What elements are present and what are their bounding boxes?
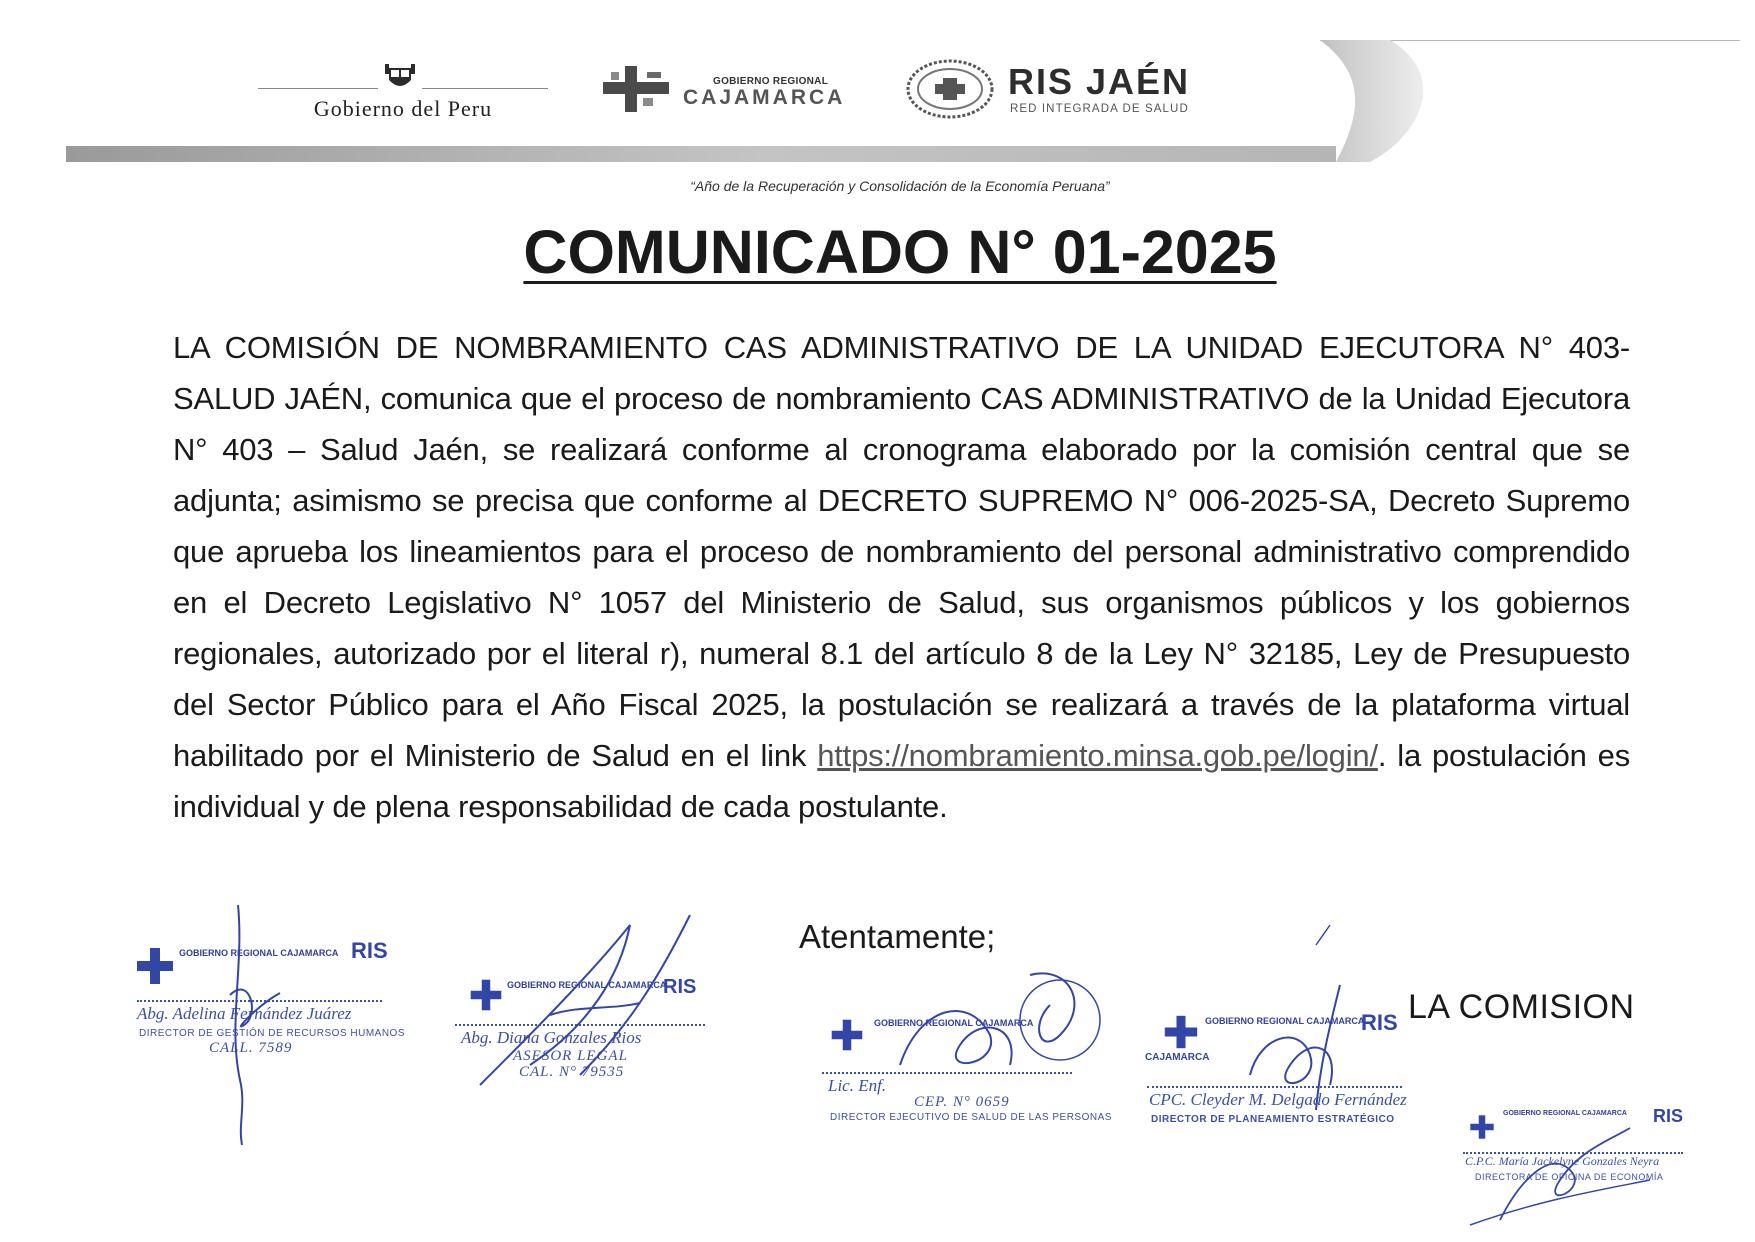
body-text-end: . la postulación es individual y de plena responsabilidad de cada postulante.	[173, 738, 1630, 824]
handwritten-signature-5	[1460, 1120, 1660, 1230]
cajamarca-cross-stamp-icon	[830, 1018, 864, 1052]
signatory-name: C.P.C. María Jackelyne Gonzales Neyra	[1465, 1154, 1660, 1168]
header-bar	[66, 146, 1336, 162]
signatory-name: Abg. Diana Gonzales Rios	[461, 1028, 642, 1047]
handwritten-signature-3	[880, 965, 1110, 1115]
closing-salutation: Atentamente;	[799, 918, 996, 955]
peru-logo-rule-right	[422, 88, 548, 89]
signatory-role: DIRECTOR DE GESTIÓN DE RECURSOS HUMANOS	[139, 1028, 406, 1039]
handwritten-signature-2	[470, 915, 700, 1095]
peru-logo-text: Gobierno del Peru	[313, 96, 493, 121]
peru-coat-of-arms-icon	[383, 64, 417, 92]
cajamarca-logo-small-text: GOBIERNO REGIONAL	[713, 76, 829, 87]
ris-stamp-mark: RIS	[1361, 1010, 1398, 1035]
signatory-name: Abg. Adelina Fernández Juárez	[137, 1004, 352, 1023]
stamp-org-text: GOBIERNO REGIONAL CAJAMARCA	[507, 980, 667, 990]
stamp-org-text: GOBIERNO REGIONAL CAJAMARCA	[1205, 1016, 1365, 1026]
signatory-name: Lic. Enf.	[828, 1076, 887, 1095]
peru-logo-rule-left	[258, 88, 378, 89]
signatory-name: CPC. Cleyder M. Delgado Fernández	[1149, 1090, 1407, 1109]
signatory-registration: CEP. N° 0659	[914, 1094, 1010, 1110]
ris-seal-icon	[905, 58, 995, 120]
cajamarca-cross-stamp-icon	[1163, 1014, 1199, 1050]
handwritten-signature-1	[210, 905, 300, 1145]
signatory-role: ASESOR LEGAL	[513, 1048, 628, 1064]
commission-label: LA COMISION	[1408, 988, 1635, 1026]
application-link[interactable]: https://nombramiento.minsa.gob.pe/login/	[817, 738, 1378, 773]
ris-stamp-mark: RIS	[1653, 1106, 1684, 1126]
stamp-org-text: GOBIERNO REGIONAL CAJAMARCA	[874, 1018, 1034, 1028]
cajamarca-logo-text: CAJAMARCA	[683, 86, 846, 109]
document-title	[200, 218, 1600, 286]
cajamarca-cross-logo-icon	[603, 66, 669, 112]
document-title-text: COMUNICADO N° 01-2025	[523, 218, 1277, 286]
signatory-role: DIRECTOR EJECUTIVO DE SALUD DE LAS PERSONAS	[830, 1112, 1112, 1123]
stamp-org-text: GOBIERNO REGIONAL CAJAMARCA	[1503, 1110, 1627, 1117]
signatory-role: DIRECTORA DE OFICINA DE ECONOMÍA	[1475, 1172, 1664, 1182]
stamp-org-text: GOBIERNO REGIONAL CAJAMARCA	[179, 948, 339, 958]
cajamarca-cross-stamp-icon	[135, 946, 175, 986]
signatory-role: DIRECTOR DE PLANEAMIENTO ESTRATÉGICO	[1151, 1114, 1395, 1125]
ris-logo-text: RIS JAÉN	[1008, 61, 1191, 102]
communique-body	[173, 322, 1630, 832]
ris-logo-subtitle: RED INTEGRADA DE SALUD	[1010, 103, 1189, 115]
cajamarca-stamp-label: CAJAMARCA	[1145, 1052, 1210, 1063]
handwritten-signature-4	[1220, 925, 1370, 1115]
signatory-registration: CAL. N° 79535	[519, 1064, 625, 1080]
year-motto: “Año de la Recuperación y Consolidación de la Economía Peruana”	[690, 178, 1110, 194]
ris-stamp-mark: RIS	[351, 938, 388, 963]
body-text-main: LA COMISIÓN DE NOMBRAMIENTO CAS ADMINISTRATIVO DE LA UNIDAD EJECUTORA N° 403- SALUD JAÉN, comunica que el proceso de nombramiento CAS ADMINISTRATIVO de la Unidad Ejecutora N° 403 – Salud Jaén, se realizará conforme al cronograma elaborado por la comisión central que se adjunta; asimismo se precisa que conforme al DECRETO SUPREMO N° 006-2025-SA, Decreto Supremo que aprueba los lineamientos para el proceso de nombramiento del personal administrativo comprendido en el Decreto Legislativo N° 1057 del Ministerio de Salud, sus organismos públicos y los gobiernos regionales, autorizado por el literal r), numeral 8.1 del artículo 8 de la Ley N° 32185, Ley de Presupuesto del Sector Público para el Año Fiscal 2025, la postulación se realizará a través de la plataforma virtual habilitado por el Ministerio de Salud en el link	[173, 330, 1630, 773]
signatory-registration: CALL. 7589	[209, 1040, 293, 1056]
ris-stamp-mark: RIS	[663, 976, 697, 998]
header-swoosh-decoration	[1250, 36, 1755, 162]
